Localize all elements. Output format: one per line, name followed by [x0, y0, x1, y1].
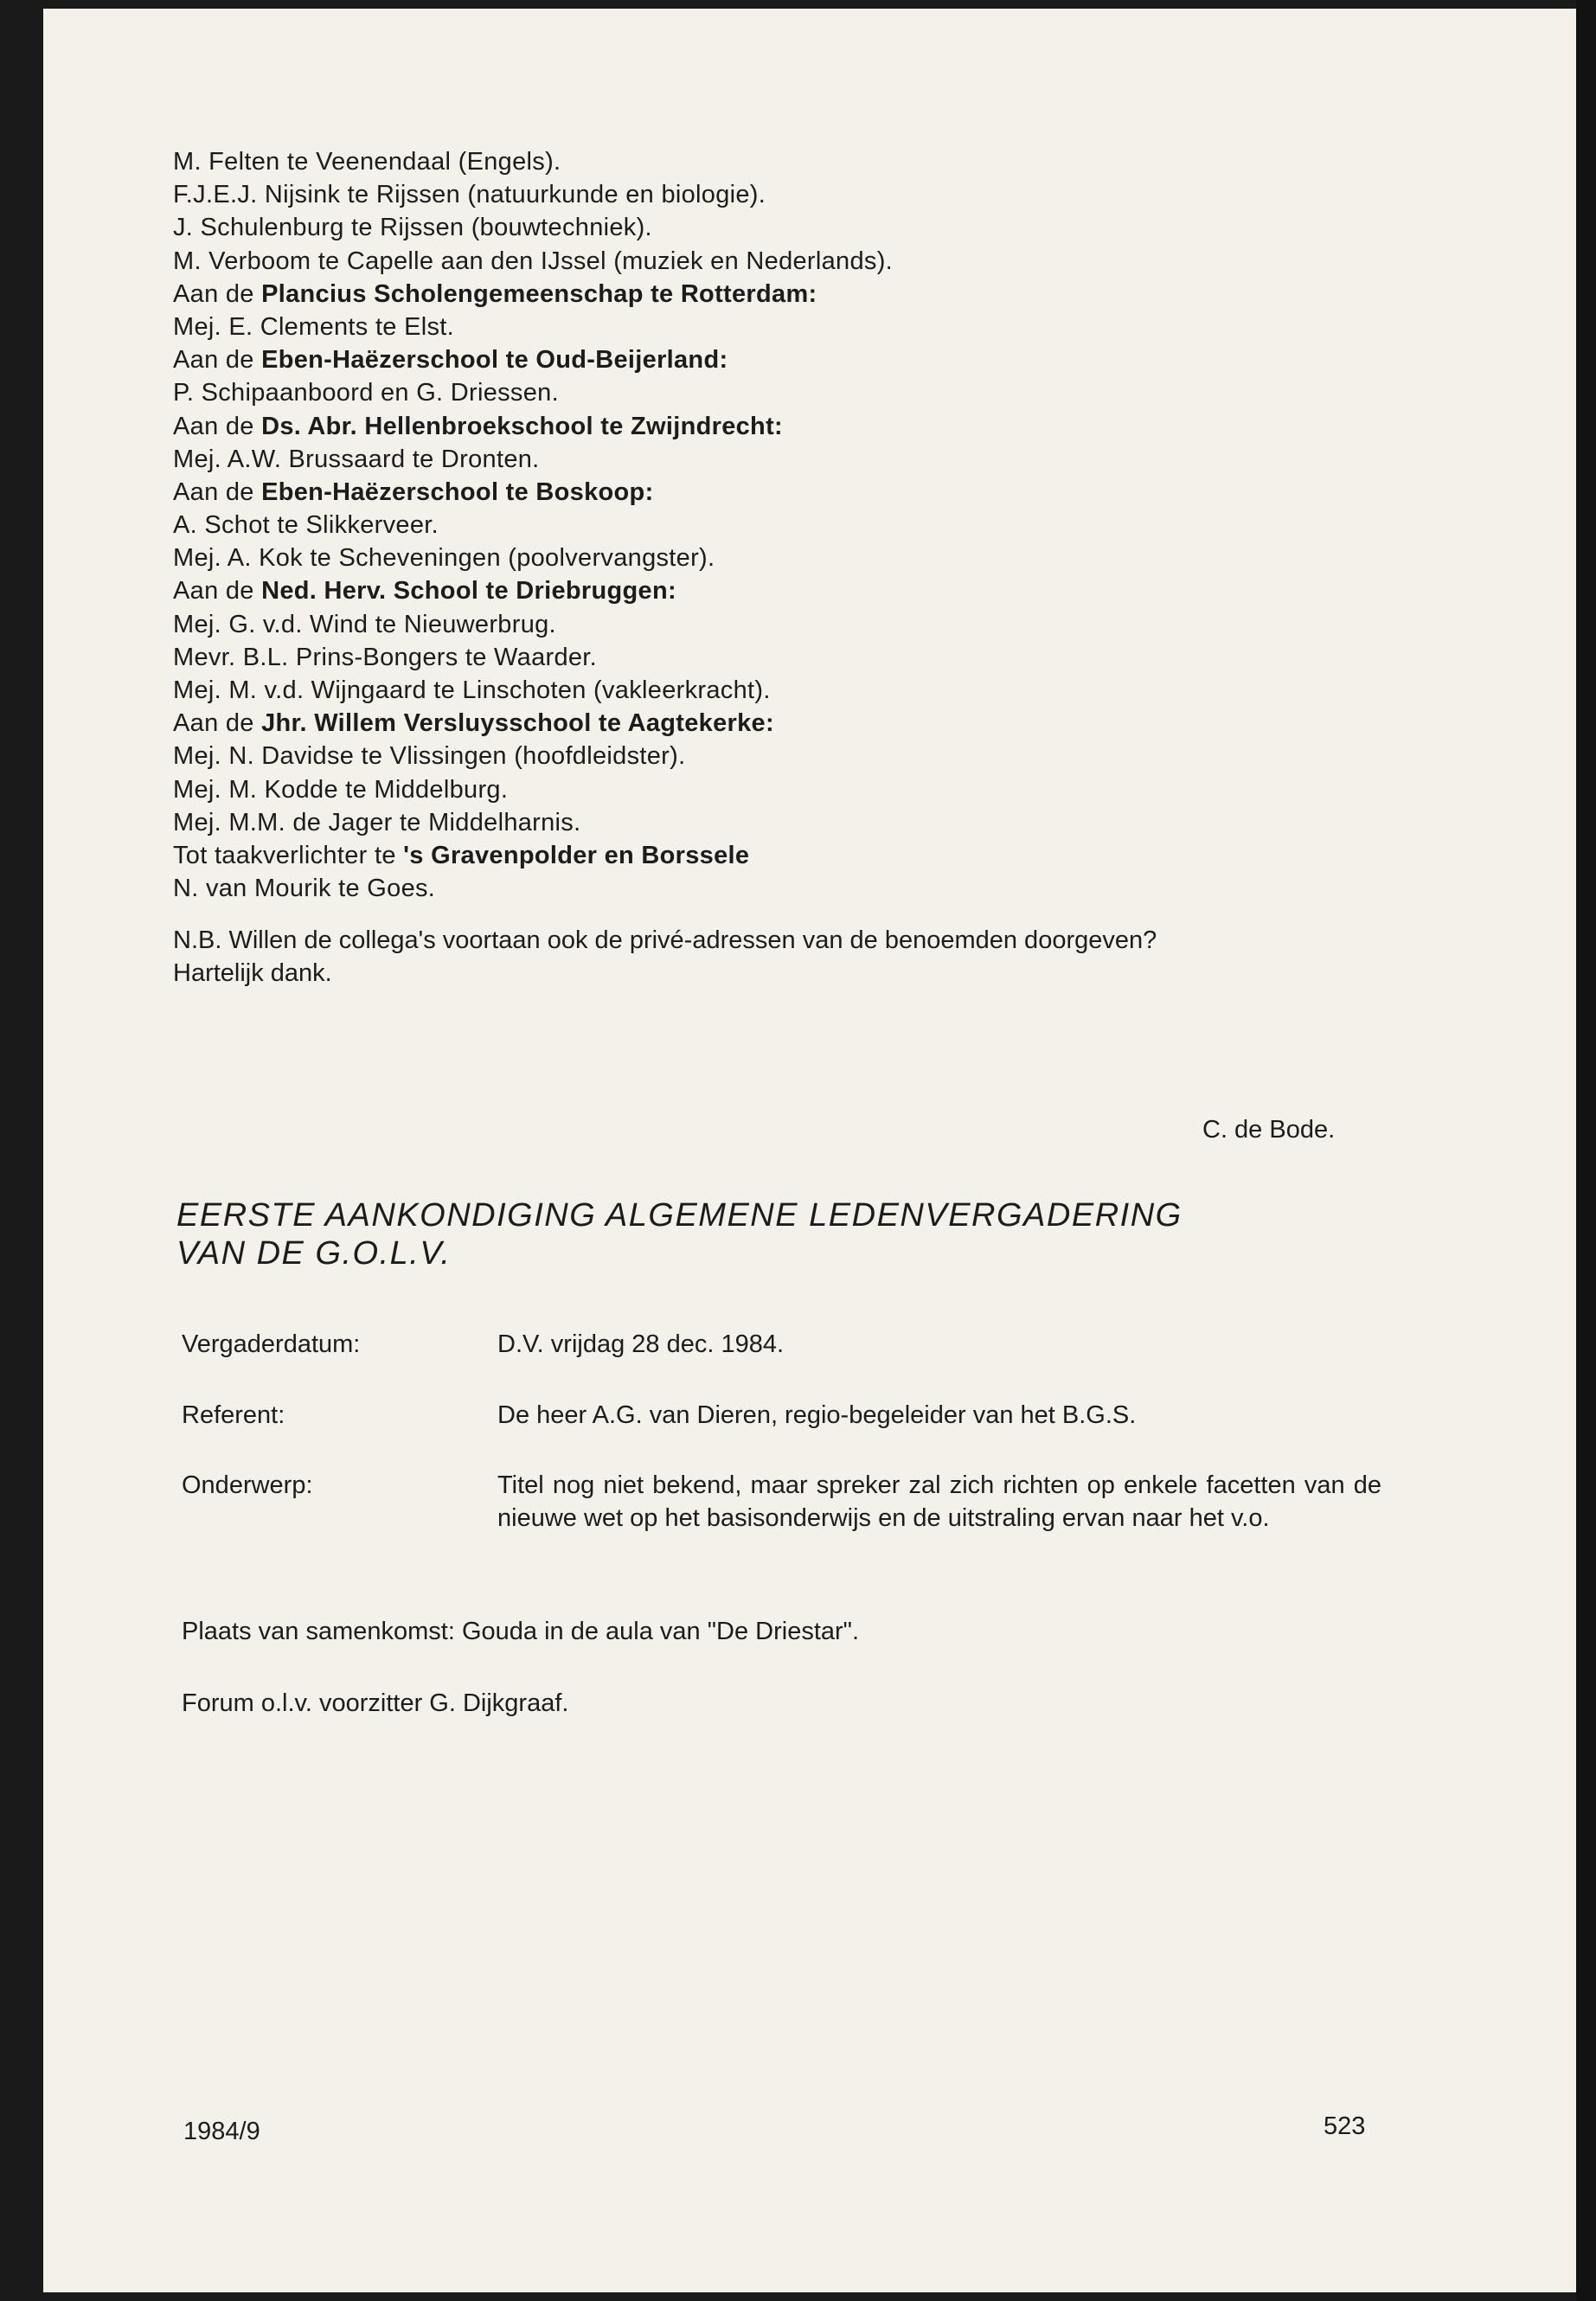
- appointment-line: [173, 542, 1375, 574]
- line-text: F.J.E.J. Nijsink te Rijssen (natuurkunde en biologie).: [173, 181, 766, 209]
- line-text: P. Schipaanboord en G. Driessen.: [173, 379, 559, 407]
- school-name: Eben-Haëzerschool te Boskoop:: [261, 478, 654, 506]
- scan-border: [1576, 0, 1596, 2301]
- signature: C. de Bode.: [1202, 1116, 1336, 1144]
- heading-line: VAN DE G.O.L.V.: [176, 1235, 452, 1272]
- line-text: Mej. N. Davidse te Vlissingen (hoofdleidster).: [173, 742, 686, 771]
- thanks-line: Hartelijk dank.: [173, 959, 332, 988]
- appointment-line: [173, 245, 1375, 278]
- school-name: Eben-Haëzerschool te Oud-Beijerland:: [261, 346, 728, 375]
- appointment-line: [173, 773, 1375, 806]
- line-text: Tot taakverlichter te: [173, 841, 404, 869]
- speaker-value: De heer A.G. van Dieren, regio-begeleider van het B.G.S.: [497, 1401, 1137, 1429]
- appointment-line: [173, 211, 1375, 244]
- page-number: 523: [1324, 2112, 1366, 2140]
- line-text: Aan de: [173, 412, 262, 440]
- school-name: Jhr. Willem Versluysschool te Aagtekerke:: [261, 709, 774, 738]
- appointment-line: [173, 410, 1375, 443]
- forum-line: Forum o.l.v. voorzitter G. Dijkgraaf.: [182, 1689, 569, 1717]
- appointment-line: [173, 707, 1375, 740]
- appointment-line: [173, 443, 1375, 476]
- appointment-line: [173, 641, 1375, 674]
- school-name: 's Gravenpolder en Borssele: [403, 841, 750, 869]
- line-text: Aan de: [173, 478, 262, 506]
- appointment-line: [173, 574, 1375, 607]
- line-text: Mevr. B.L. Prins-Bongers te Waarder.: [173, 643, 598, 671]
- appointments-section: [173, 145, 1375, 990]
- line-text: Aan de: [173, 577, 262, 606]
- line-text: Mej. A.W. Brussaard te Dronten.: [173, 445, 540, 473]
- line-text: M. Felten te Veenendaal (Engels).: [173, 148, 561, 176]
- appointment-line: [173, 509, 1375, 542]
- issue-number: 1984/9: [183, 2118, 260, 2145]
- line-text: Aan de: [173, 279, 262, 308]
- appointment-line: [173, 343, 1375, 376]
- appointment-line: [173, 608, 1375, 641]
- appointment-line: [173, 376, 1375, 409]
- school-name: Ds. Abr. Hellenbroekschool te Zwijndrecht:: [261, 412, 783, 440]
- note-paragraph: N.B. Willen de collega's voortaan ook de privé-adressen van de benoemden doorgeven?: [173, 926, 1157, 955]
- meeting-date-value: D.V. vrijdag 28 dec. 1984.: [497, 1330, 785, 1358]
- appointment-line: [173, 311, 1375, 343]
- line-text: Mej. M.M. de Jager te Middelharnis.: [173, 808, 581, 836]
- school-name: Plancius Scholengemeenschap te Rotterdam:: [261, 279, 817, 308]
- line-text: Mej. A. Kok te Scheveningen (poolvervangster).: [173, 544, 715, 573]
- appointment-line: [173, 839, 1375, 872]
- meeting-date-label: Vergaderdatum:: [182, 1330, 361, 1358]
- appointment-line: [173, 740, 1375, 772]
- line-text: Mej. M. Kodde te Middelburg.: [173, 775, 509, 804]
- line-text: J. Schulenburg te Rijssen (bouwtechniek).: [173, 214, 652, 242]
- appointment-list: [173, 145, 1375, 905]
- venue-line: Plaats van samenkomst: Gouda in de aula van "De Driestar".: [182, 1618, 860, 1645]
- line-text: Mej. G. v.d. Wind te Nieuwerbrug.: [173, 610, 556, 638]
- appointment-line: [173, 476, 1375, 509]
- line-text: N. van Mourik te Goes.: [173, 875, 436, 903]
- line-text: M. Verboom te Capelle aan den IJssel (muziek en Nederlands).: [173, 247, 894, 275]
- appointment-line: [173, 872, 1375, 905]
- line-text: Mej. M. v.d. Wijngaard te Linschoten (vakleerkracht).: [173, 676, 771, 704]
- subject-value: Titel nog niet bekend, maar spreker zal zich richten op enkele facetten van de nieuwe wet op het basisonderwijs en de uitstraling ervan naar het v.o.: [497, 1471, 1381, 1532]
- heading-line: EERSTE AANKONDIGING ALGEMENE LEDENVERGADERING: [176, 1197, 1183, 1234]
- speaker-label: Referent:: [182, 1401, 285, 1429]
- line-text: Aan de: [173, 346, 262, 375]
- appointment-line: [173, 806, 1375, 839]
- announcement-heading: [176, 1196, 1388, 1272]
- line-text: A. Schot te Slikkerveer.: [173, 511, 439, 540]
- appointment-line: [173, 178, 1375, 211]
- appointment-line: [173, 674, 1375, 707]
- appointment-line: [173, 278, 1375, 311]
- appointment-line: [173, 145, 1375, 178]
- subject-label: Onderwerp:: [182, 1471, 313, 1499]
- school-name: Ned. Herv. School te Driebruggen:: [261, 577, 676, 606]
- line-text: Mej. E. Clements te Elst.: [173, 312, 454, 341]
- line-text: Aan de: [173, 709, 262, 738]
